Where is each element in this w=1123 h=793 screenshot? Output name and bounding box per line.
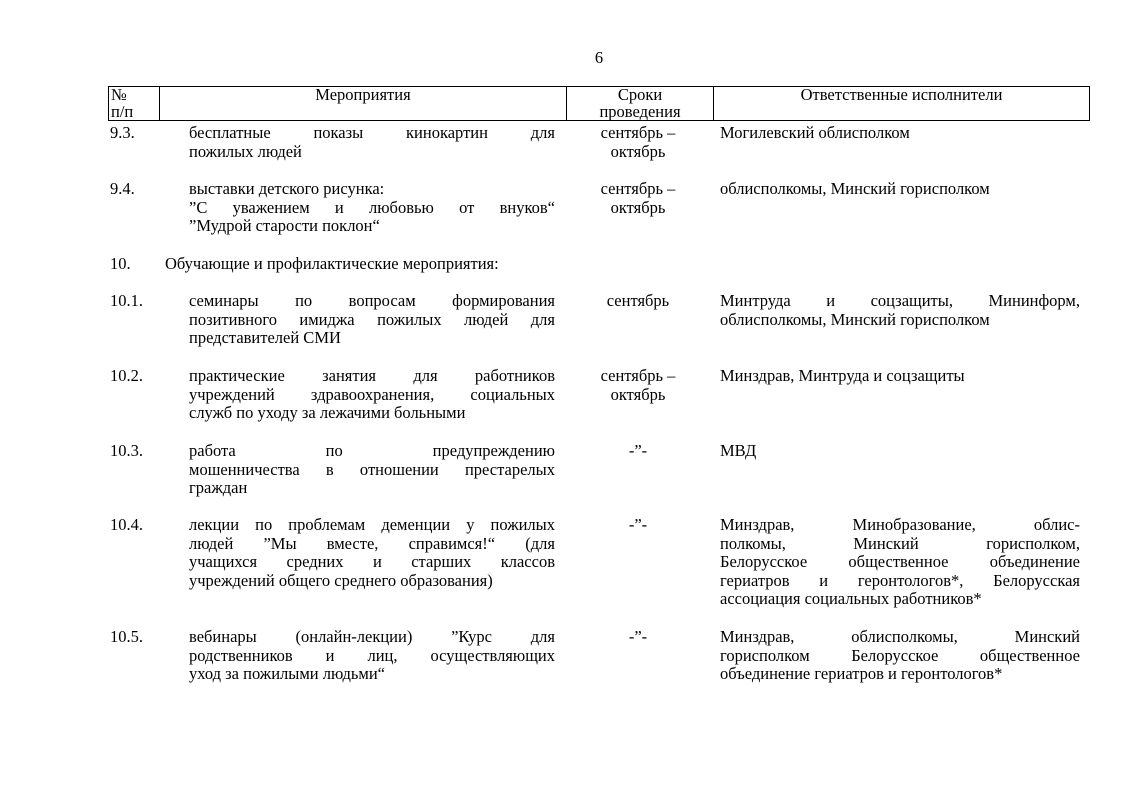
responsible-line: гериатров и геронтологов*, Белорусская bbox=[720, 570, 1080, 590]
responsible-line: МВД bbox=[720, 441, 757, 460]
term-line: -”- bbox=[628, 627, 648, 646]
term-line: -”- bbox=[628, 515, 648, 534]
activity-line: учреждений общего среднего образования) bbox=[189, 570, 493, 590]
page-number: 6 bbox=[594, 48, 604, 67]
activity-line: выставки детского рисунка: bbox=[189, 179, 385, 198]
row-responsible bbox=[720, 367, 1080, 386]
responsible-line: Белорусское общественное объединение bbox=[720, 552, 1080, 571]
row-activity bbox=[189, 367, 555, 423]
responsible-line: Могилевский облисполком bbox=[720, 123, 910, 142]
activity-line: пожилых людей bbox=[189, 141, 302, 161]
responsible-line: полкомы, Минский горисполком, bbox=[720, 533, 1080, 553]
activity-line: учащихся средних и старших классов bbox=[189, 552, 555, 571]
row-term bbox=[566, 124, 710, 161]
responsible-line: Минтруда и соцзащиты, Мининформ, bbox=[720, 291, 1080, 310]
header-terms-label: Сроки bbox=[617, 85, 663, 104]
activity-line: уход за пожилыми людьми“ bbox=[189, 664, 385, 683]
section-number: 10. bbox=[110, 254, 131, 273]
responsible-line: Минздрав, облисполкомы, Минский bbox=[720, 627, 1080, 646]
activity-line: работа по предупреждению bbox=[189, 441, 555, 460]
row-responsible bbox=[720, 628, 1080, 684]
row-responsible bbox=[720, 124, 1080, 143]
term-line: октябрь bbox=[610, 197, 666, 217]
activity-line: служб по уходу за лежачими больными bbox=[189, 403, 466, 422]
row-term bbox=[566, 292, 710, 311]
row-term bbox=[566, 442, 710, 461]
responsible-line: облисполкомы, Минский горисполком bbox=[720, 309, 990, 329]
activity-line: родственников и лиц, осуществляющих bbox=[189, 645, 555, 665]
row-responsible bbox=[720, 516, 1080, 609]
header-number-label: № bbox=[111, 85, 127, 104]
activity-line: вебинары (онлайн-лекции) ”Курс для bbox=[189, 627, 555, 646]
term-line: октябрь bbox=[610, 384, 666, 404]
activity-line: позитивного имиджа пожилых людей для bbox=[189, 309, 555, 329]
row-term bbox=[566, 516, 710, 535]
header-responsible-label: Ответственные исполнители bbox=[800, 85, 1003, 104]
row-responsible bbox=[720, 180, 1080, 199]
term-line: сентябрь – bbox=[600, 179, 676, 198]
activity-line: граждан bbox=[189, 478, 248, 497]
activity-line: учреждений здравоохранения, социальных bbox=[189, 384, 555, 404]
row-activity bbox=[189, 442, 555, 498]
responsible-line: Минздрав, Минтруда и соцзащиты bbox=[720, 366, 965, 385]
row-number: 9.4. bbox=[110, 179, 135, 198]
activity-line: ”Мудрой старости поклон“ bbox=[189, 216, 380, 235]
responsible-line: ассоциация социальных работников* bbox=[720, 589, 982, 608]
row-activity bbox=[189, 124, 555, 161]
responsible-line: объединение гериатров и геронтологов* bbox=[720, 664, 1003, 683]
activity-line: лекции по проблемам деменции у пожилых bbox=[189, 515, 555, 534]
row-responsible bbox=[720, 292, 1080, 329]
row-number: 9.3. bbox=[110, 123, 135, 142]
activity-line: бесплатные показы кинокартин для bbox=[189, 123, 555, 142]
term-line: октябрь bbox=[610, 141, 666, 161]
row-number: 10.5. bbox=[110, 627, 143, 646]
row-activity bbox=[189, 628, 555, 684]
row-activity bbox=[189, 180, 555, 236]
responsible-line: Минздрав, Минобразование, облис- bbox=[720, 515, 1080, 534]
activity-line: мошенничества в отношении престарелых bbox=[189, 459, 555, 479]
activity-line: людей ”Мы вместе, справимся!“ (для bbox=[189, 533, 555, 553]
term-line: сентябрь bbox=[606, 291, 670, 310]
row-term bbox=[566, 180, 710, 217]
row-number: 10.2. bbox=[110, 366, 143, 385]
header-activities-label: Мероприятия bbox=[315, 85, 411, 104]
row-term bbox=[566, 367, 710, 404]
header-terms-sublabel: проведения bbox=[599, 101, 681, 121]
row-number: 10.1. bbox=[110, 291, 143, 310]
term-line: сентябрь – bbox=[600, 123, 676, 142]
activity-line: ”С уважением и любовью от внуков“ bbox=[189, 197, 555, 217]
activity-line: представителей СМИ bbox=[189, 328, 341, 347]
row-number: 10.3. bbox=[110, 441, 143, 460]
row-term bbox=[566, 628, 710, 647]
row-number: 10.4. bbox=[110, 515, 143, 534]
activity-line: семинары по вопросам формирования bbox=[189, 291, 555, 310]
row-activity bbox=[189, 516, 555, 590]
activity-line: практические занятия для работников bbox=[189, 366, 555, 385]
row-responsible bbox=[720, 442, 1080, 461]
term-line: сентябрь – bbox=[600, 366, 676, 385]
responsible-line: облисполкомы, Минский горисполком bbox=[720, 179, 990, 198]
responsible-line: горисполком Белорусское общественное bbox=[720, 645, 1080, 665]
section-title: Обучающие и профилактические мероприятия: bbox=[165, 254, 499, 273]
row-activity bbox=[189, 292, 555, 348]
term-line: -”- bbox=[628, 441, 648, 460]
header-number-sublabel: п/п bbox=[111, 101, 134, 121]
